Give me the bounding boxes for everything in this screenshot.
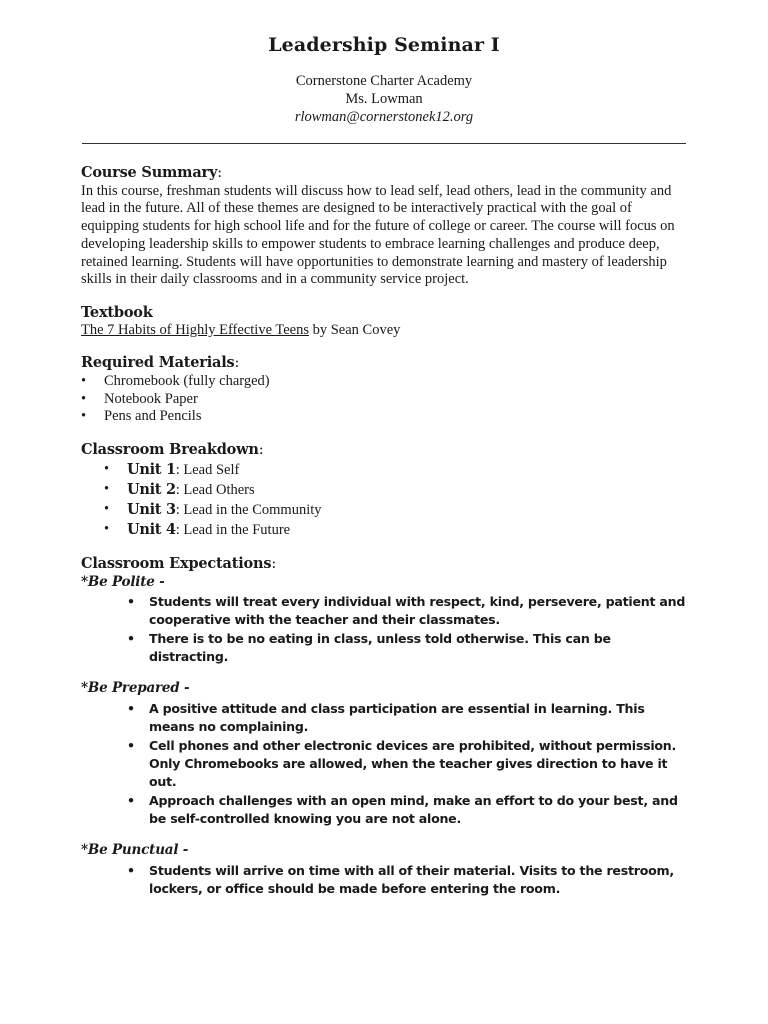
breakdown-heading: Classroom Breakdown: xyxy=(81,441,264,459)
list-item: • Pens and Pencils xyxy=(81,408,691,426)
course-summary-text: In this course, freshman students will discuss how to lead self, lead others, lead in the community and lead in the future. All of these themes are designed to be interactively practical with the goal of equipping students for high school life and for the future of college or career. The course will focus on developing leadership skills to empower students to embrace learning challenges and produce deep, retained learning. Students will have opportunities to demonstrate learning and mastery of leadership skills in their daily classrooms and in a community service project. xyxy=(81,182,675,288)
be-punctual-list xyxy=(81,862,691,898)
textbook-author: by Sean Covey xyxy=(308,321,401,338)
be-prepared-heading: *Be Prepared - xyxy=(81,680,190,697)
be-polite-heading: *Be Polite - xyxy=(81,573,165,590)
list-item: • Students will arrive on time with all of their material. Visits to the restroom, lockers, or office should be made before entering the room. xyxy=(81,862,691,898)
document-title: Leadership Seminar I xyxy=(268,34,500,56)
document-body xyxy=(81,164,691,899)
document-header xyxy=(0,34,768,126)
materials-list xyxy=(81,373,691,426)
teacher-name: Ms. Lowman xyxy=(345,91,423,107)
list-item: • There is to be no eating in class, unless told otherwise. This can be distracting. xyxy=(81,630,691,666)
unit-item: • Unit 2: Lead Others xyxy=(81,480,691,500)
list-item: • Students will treat every individual with respect, kind, persevere, patient and cooperative with the teacher and their classmates. xyxy=(81,593,691,629)
unit-item: • Unit 3: Lead in the Community xyxy=(81,500,691,520)
course-summary-section xyxy=(81,164,691,289)
list-item: • Notebook Paper xyxy=(81,391,691,409)
course-summary-heading: Course Summary: xyxy=(81,164,222,181)
list-item: • Cell phones and other electronic devices are prohibited, without permission. Only Chromebooks are allowed, when the teacher gives direction to have it out. xyxy=(81,737,691,791)
expectations-heading: Classroom Expectations: xyxy=(81,554,276,572)
be-prepared-list xyxy=(81,700,691,828)
teacher-email: rlowman@cornerstonek12.org xyxy=(294,109,474,125)
list-item: • A positive attitude and class participation are essential in learning. This means no complaining. xyxy=(81,700,691,736)
materials-section xyxy=(81,354,691,426)
list-item: • Approach challenges with an open mind, make an effort to do your best, and be self-controlled knowing you are not alone. xyxy=(81,792,691,828)
be-punctual-heading: *Be Punctual - xyxy=(81,841,189,858)
unit-item: • Unit 4: Lead in the Future xyxy=(81,520,691,540)
school-name: Cornerstone Charter Academy xyxy=(295,73,473,89)
breakdown-section xyxy=(81,441,691,540)
textbook-title: The 7 Habits of Highly Effective Teens xyxy=(81,321,309,338)
materials-heading: Required Materials: xyxy=(81,354,240,372)
textbook-section xyxy=(81,304,691,339)
list-item: • Chromebook (fully charged) xyxy=(81,373,691,391)
unit-item: • Unit 1: Lead Self xyxy=(81,460,691,480)
textbook-citation xyxy=(81,322,691,340)
units-list xyxy=(81,460,691,540)
expectations-section xyxy=(81,555,691,898)
textbook-heading: Textbook xyxy=(81,303,153,321)
header-divider xyxy=(82,143,686,144)
be-polite-list xyxy=(81,593,691,666)
